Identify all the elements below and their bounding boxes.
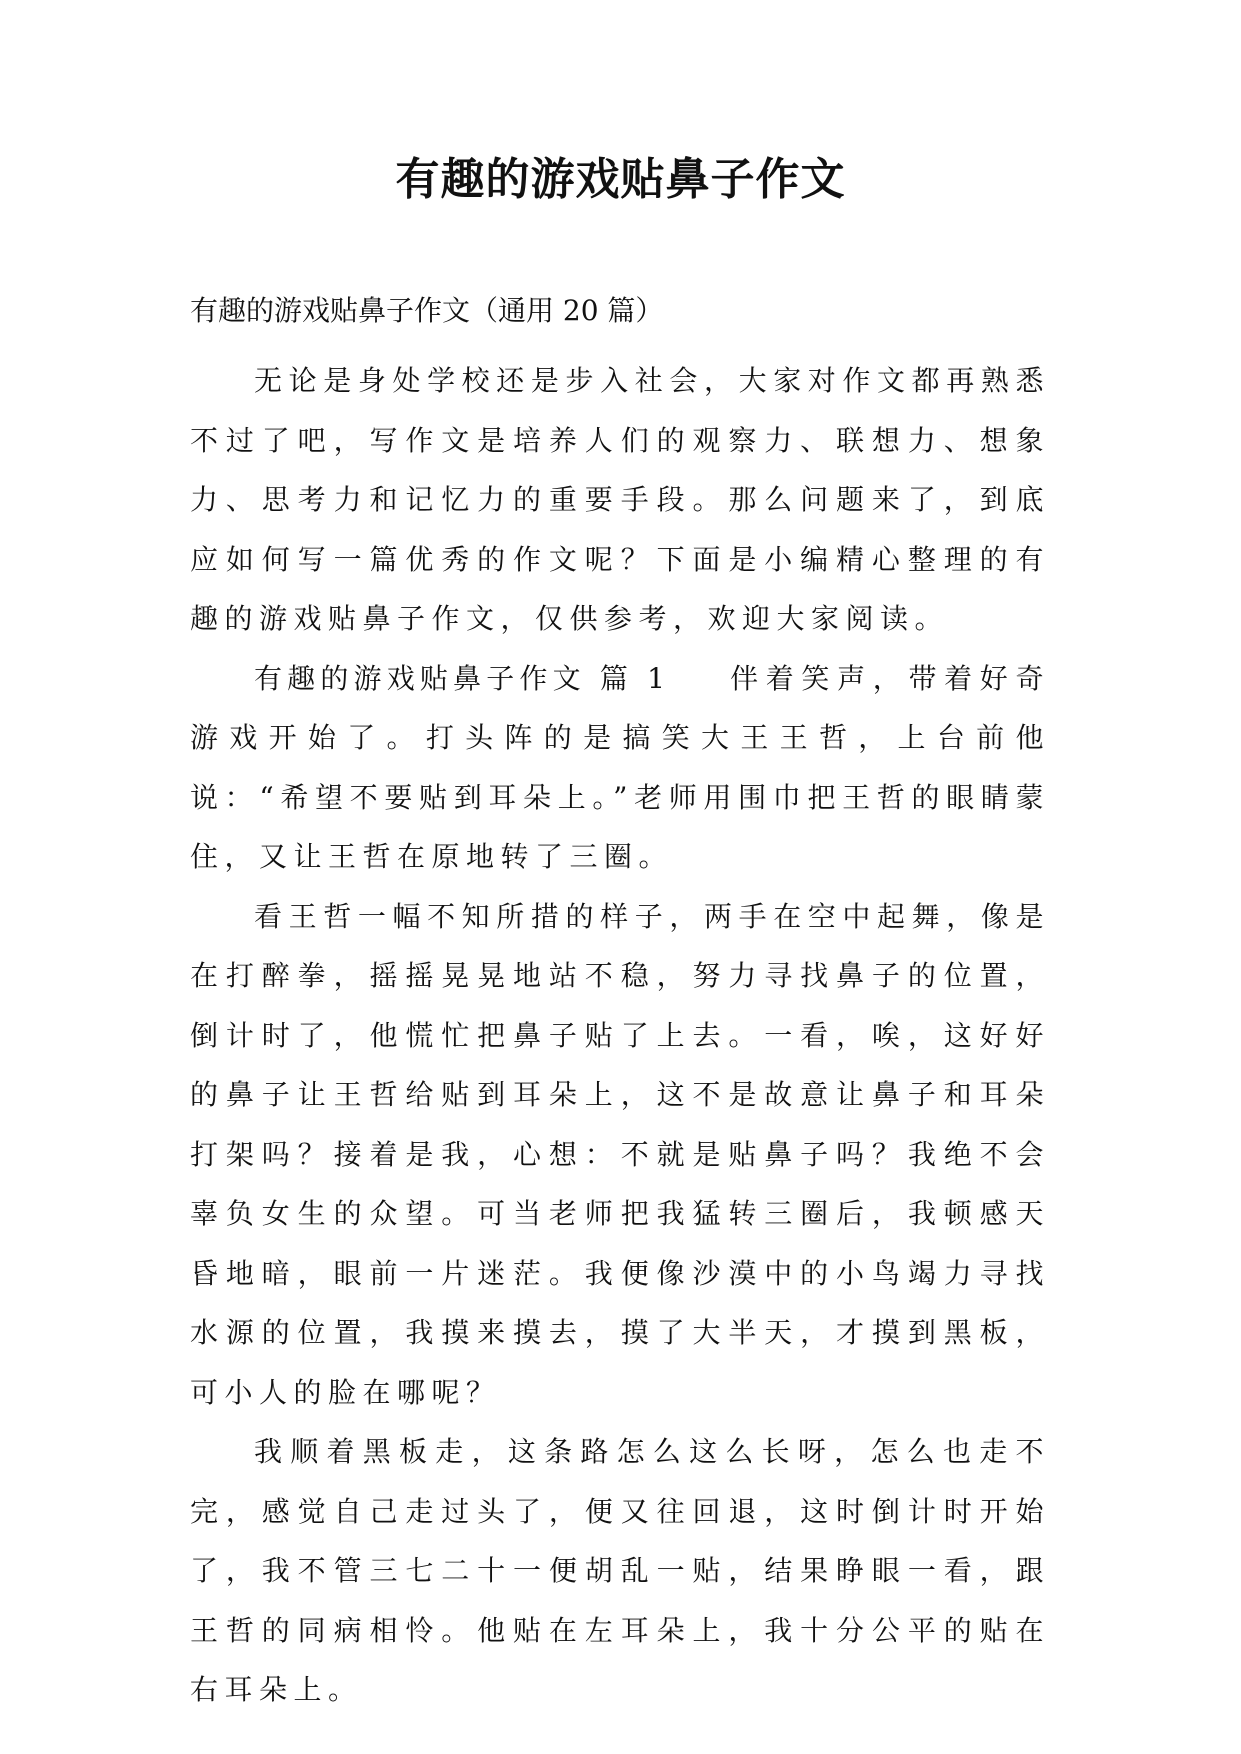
intro-paragraph: 无论是身处学校还是步入社会，大家对作文都再熟悉不过了吧，写作文是培养人们的观察力、联想力、想象力、思考力和记忆力的重要手段。那么问题来了，到底应如何写一篇优秀的作文呢？下面是小编精心整理的有趣的游戏贴鼻子作文，仅供参考，欢迎大家阅读。: [190, 364, 1050, 635]
section-1-label: 有趣的游戏贴鼻子作文 篇 1: [254, 661, 669, 695]
document-title: 有趣的游戏贴鼻子作文: [395, 154, 846, 205]
document-body: [190, 351, 1050, 1720]
paragraph-2: 看王哲一幅不知所措的样子，两手在空中起舞，像是在打醉拳，摇摇晃晃地站不稳，努力寻找鼻子的位置，倒计时了，他慌忙把鼻子贴了上去。一看，唉，这好好的鼻子让王哲给贴到耳朵上，这不是故意让鼻子和耳朵打架吗？接着是我，心想：不就是贴鼻子吗？我绝不会辜负女生的众望。可当老师把我猛转三圈后，我顿感天昏地暗，眼前一片迷茫。我便像沙漠中的小鸟竭力寻找水源的位置，我摸来摸去，摸了大半天，才摸到黑板，可小人的脸在哪呢？: [190, 899, 1050, 1409]
section-1-paragraph: [190, 649, 1050, 887]
paragraph-3: 我顺着黑板走，这条路怎么这么长呀，怎么也走不完，感觉自己走过头了，便又往回退，这时倒计时开始了，我不管三七二十一便胡乱一贴，结果睁眼一看，跟王哲的同病相怜。他贴在左耳朵上，我十分公平的贴在右耳朵上。: [190, 1435, 1050, 1706]
section-1-text: 伴着笑声，带着好奇游戏开始了。打头阵的是搞笑大王王哲，上台前他说：“希望不要贴到耳朵上。”老师用围巾把王哲的眼睛蒙住，又让王哲在原地转了三圈。: [190, 661, 1050, 873]
document-subtitle: 有趣的游戏贴鼻子作文（通用 20 篇）: [190, 294, 664, 327]
